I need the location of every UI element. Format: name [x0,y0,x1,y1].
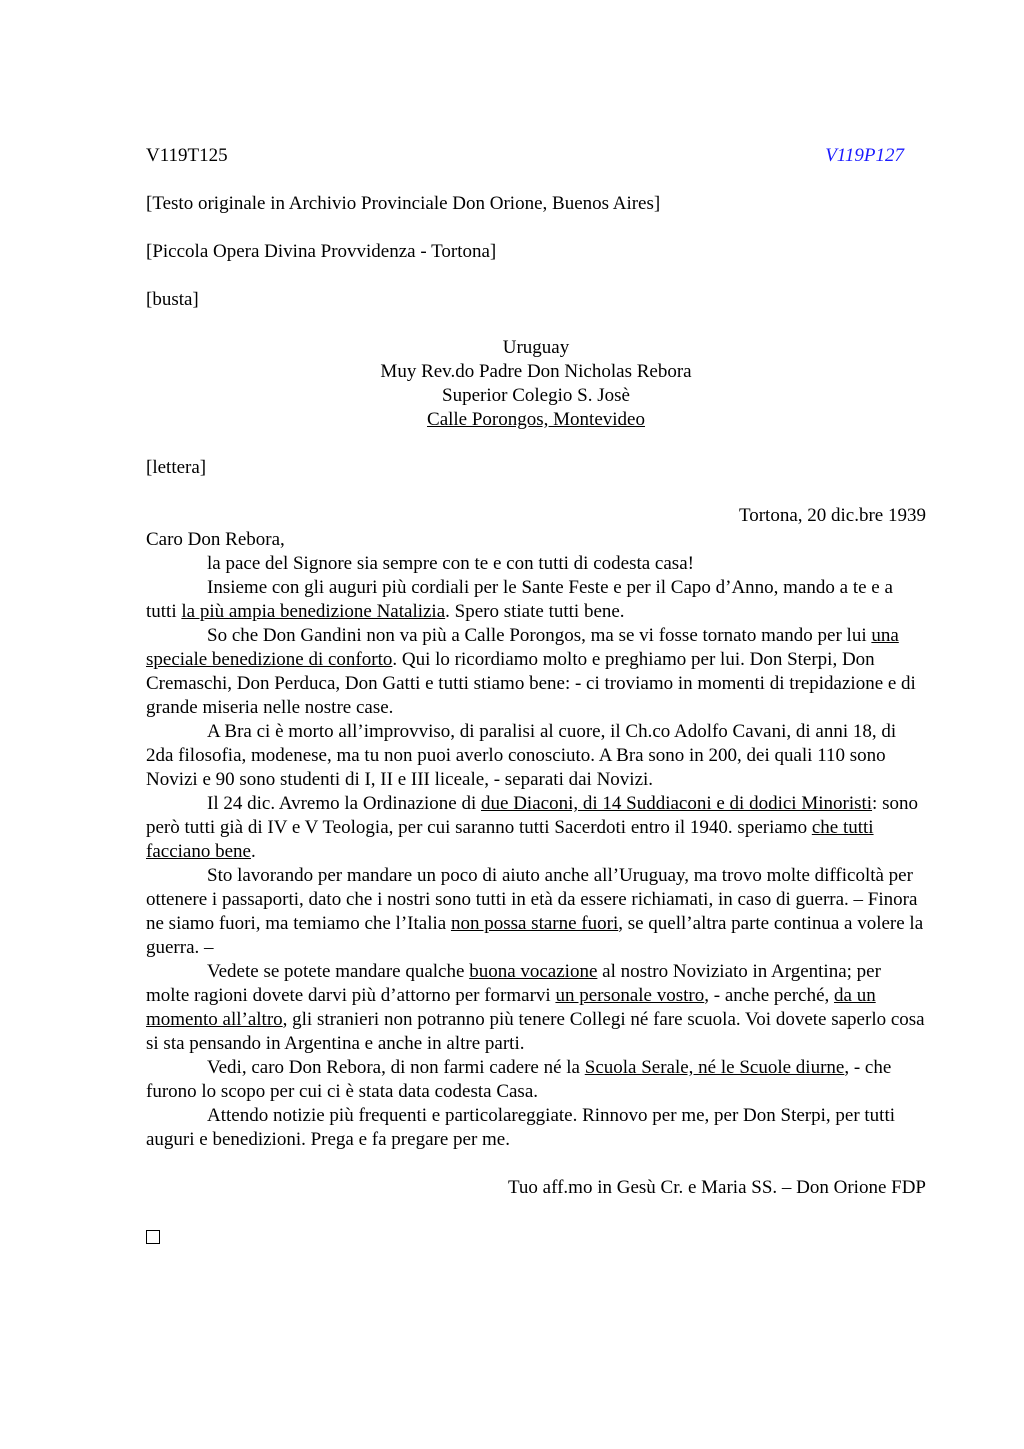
salutation: Caro Don Rebora, [146,529,285,550]
archive-note: [Testo originale in Archivio Provinciale Don Orione, Buenos Aires] [146,193,661,214]
letter-note: [lettera] [146,457,207,478]
letter-date: Tortona, 20 dic.bre 1939 [738,505,926,526]
document-page [146,144,926,1200]
paragraph-4: A Bra ci è morto all’improvviso, di paralisi al cuore, il Ch.co Adolfo Cavani, di anni 18, di 2da filosofia, modenese, ma tu non puoi averlo conosciuto. A Bra sono in 200, dei quali 110 sono Novizi e 90 sono studenti di I, II e III liceale, - separati dai Novizi. [146,721,897,790]
checkbox-icon [146,1230,160,1244]
envelope-note: [busta] [146,289,199,310]
letter-closing: Tuo aff.mo in Gesù Cr. e Maria SS. – Don Orione FDP [507,1177,926,1198]
address-street: Calle Porongos, Montevideo [427,409,645,430]
paragraph-9: Attendo notizie più frequenti e particolareggiate. Rinnovo per me, per Don Sterpi, per tutti auguri e benedizioni. Prega e fa pregare per me. [146,1105,896,1150]
paragraph-8: Vedi, caro Don Rebora, di non farmi cadere né la Scuola Serale, né le Scuole diurne, - che furono lo scopo per cui ci è stata data codesta Casa. [146,1057,892,1102]
address-country: Uruguay [502,337,570,358]
address-title: Superior Colegio S. Josè [442,385,630,406]
paragraph-5: Il 24 dic. Avremo la Ordinazione di due Diaconi, di 14 Suddiaconi e di dodici Minoristi: sono però tutti già di IV e V Teologia, per cui saranno tutti Sacerdoti entro il 1940. speriamo che tutti facciano bene. [146,793,918,862]
address-block [146,336,926,432]
letter-body [146,528,926,1152]
document-header [146,144,926,168]
paragraph-1: la pace del Signore sia sempre con te e con tutti di codesta casa! [207,553,694,574]
paragraph-3: So che Don Gandini non va più a Calle Porongos, ma se vi fosse tornato mando per lui una speciale benedizione di conforto. Qui lo ricordiamo molto e preghiamo per lui. Don Sterpi, Don Cremaschi, Don Perduca, Don Gatti e tutti stiamo bene: - ci troviamo in momenti di trepidazione e di grande miseria nelle nostre case. [146,625,916,718]
paragraph-7: Vedete se potete mandare qualche buona vocazione al nostro Noviziato in Argentina; per molte ragioni dovete darvi più d’attorno per formarvi un personale vostro, - anche perché, da un momento all’altro, gli stranieri non potranno più tenere Collegi né fare scuola. Voi dovete saperlo cosa si sta pensando in Argentina e anche in altre parti. [146,961,925,1054]
paragraph-2: Insieme con gli auguri più cordiali per le Sante Feste e per il Capo d’Anno, mando a te e a tutti la più ampia benedizione Natalizia. Spero stiate tutti bene. [146,577,893,622]
address-name: Muy Rev.do Padre Don Nicholas Rebora [380,361,692,382]
page-reference-link[interactable]: V119P127 [825,145,904,166]
paragraph-6: Sto lavorando per mandare un poco di aiuto anche all’Uruguay, ma trovo molte difficoltà per ottenere i passaporti, dato che i nostri sono tutti in età da essere richiamati, in caso di guerra. – Finora ne siamo fuori, ma temiamo che l’Italia non possa starne fuori, se quell’altra parte continua a volere la guerra. – [146,865,924,958]
organization-note: [Piccola Opera Divina Provvidenza - Tortona] [146,241,497,262]
document-code: V119T125 [146,145,228,166]
